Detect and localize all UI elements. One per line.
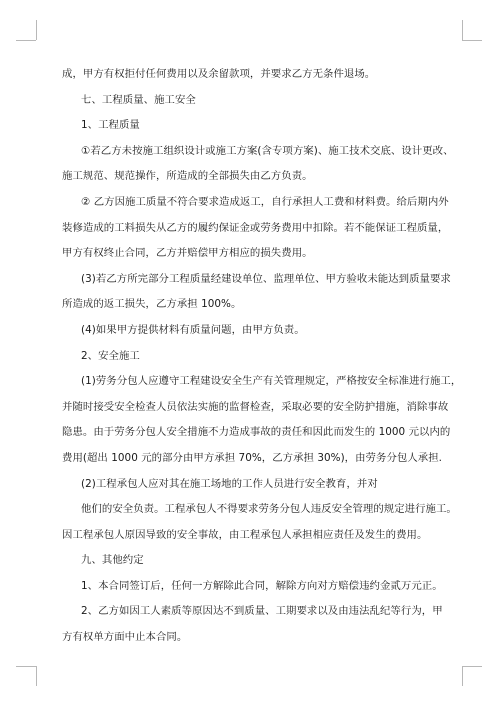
document-page: [62, 62, 462, 651]
paragraph-line: (1)劳务分包人应遵守工程建设安全生产有关管理规定，严格按安全标准进行施工，: [81, 375, 462, 388]
paragraph-line: (4)如果甲方提供材料有质量问题，由甲方负责。: [81, 323, 305, 336]
paragraph-line: 所造成的返工损失，乙方承担 100%。: [62, 298, 242, 311]
paragraph-line: 方有权单方面中止本合同。: [62, 631, 188, 644]
section-heading-other: 九、其他约定: [81, 554, 144, 567]
crop-mark-bottom-right: [462, 666, 463, 686]
paragraph-line: ①若乙方未按施工组织设计或施工方案(含专项方案)、施工技术交底、设计更改、: [81, 144, 454, 157]
subheading-quality: 1、工程质量: [81, 119, 140, 132]
crop-mark-bottom-left: [16, 666, 36, 667]
crop-mark-top-left: [16, 40, 36, 41]
paragraph-line: 施工规范、规范操作，所造成的全部损失由乙方负责。: [62, 170, 313, 183]
crop-mark-top-right: [462, 20, 463, 40]
paragraph-line: 费用(超出 1000 元的部分由甲方承担 70%，乙方承担 30%)，由劳务分包人承担.: [62, 451, 442, 464]
paragraph-line: (2)工程承包人应对其在施工场地的工作人员进行安全教育，并对: [81, 477, 378, 490]
section-heading-quality-safety: 七、工程质量、施工安全: [81, 93, 196, 106]
paragraph-line: 2、乙方如因工人素质等原因达不到质量、工期要求以及由违法乱纪等行为，甲: [81, 605, 443, 618]
crop-mark-top-left: [36, 20, 37, 40]
paragraph-line: 装修造成的工料损失从乙方的履约保证金或劳务费用中扣除。若不能保证工程质量，: [62, 221, 449, 234]
paragraph-line: 他们的安全负责。工程承包人不得要求劳务分包人违反安全管理的规定进行施工。: [81, 503, 457, 516]
crop-mark-top-right: [462, 40, 482, 41]
paragraph-line: 成，甲方有权拒付任何费用以及余留款项，并要求乙方无条件退场。: [62, 68, 376, 80]
paragraph-line: ② 乙方因施工质量不符合要求造成返工，自行承担人工费和材料费。给后期内外: [81, 195, 449, 208]
paragraph-line: 甲方有权终止合同，乙方并赔偿甲方相应的损失费用。: [62, 247, 313, 260]
paragraph-line: 隐患。由于劳务分包人安全措施不力造成事故的责任和因此而发生的 1000 元以内的: [62, 426, 451, 439]
subheading-safety: 2、安全施工: [81, 349, 140, 362]
crop-mark-bottom-left: [36, 666, 37, 686]
paragraph-line: 1、本合同签订后，任何一方解除此合同，解除方向对方赔偿违约金贰万元正。: [81, 579, 443, 592]
crop-mark-bottom-right: [462, 666, 482, 667]
paragraph-line: 并随时接受安全检查人员依法实施的监督检查，采取必要的安全防护措施，消除事故: [62, 400, 449, 413]
paragraph-line: (3)若乙方所完部分工程质量经建设单位、监理单位、甲方验收未能达到质量要求: [81, 272, 451, 285]
paragraph-line: 因工程承包人原因导致的安全事故，由工程承包人承担相应责任及发生的费用。: [62, 528, 428, 541]
